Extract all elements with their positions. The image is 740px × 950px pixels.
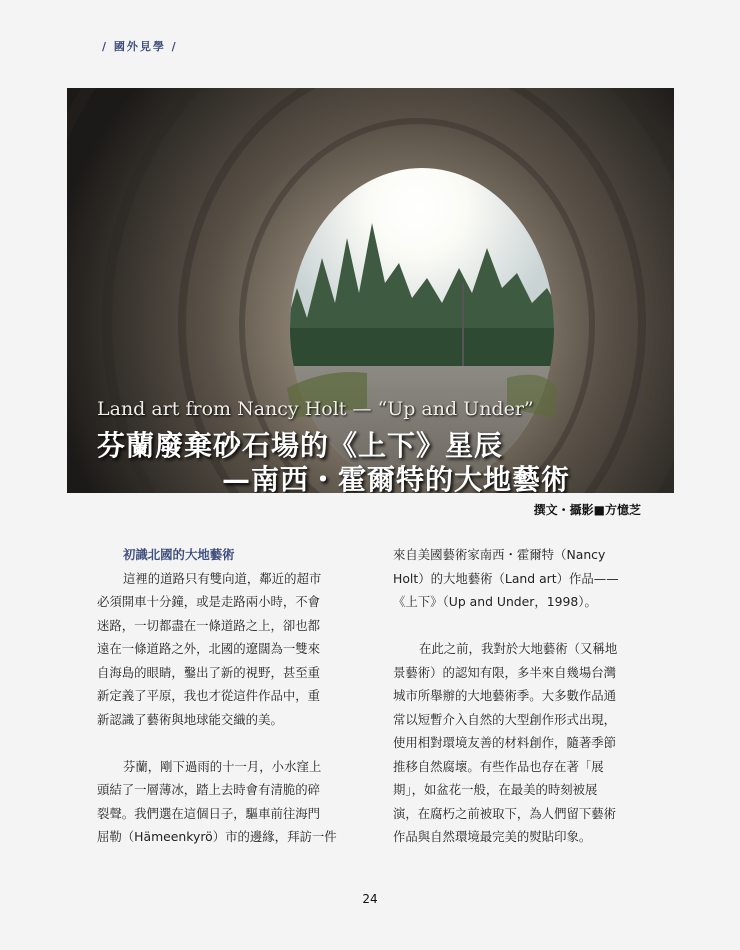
text-line: 城市所舉辦的大地藝術季。大多數作品通 bbox=[393, 688, 617, 703]
text-line: 新定義了平原，我也才從這件作品中，重 bbox=[97, 688, 321, 703]
page-number: 24 bbox=[362, 892, 378, 906]
text-line: 來自美國藝術家南西・霍爾特（Nancy bbox=[393, 547, 606, 562]
text-line: 裂聲。我們選在這個日子，驅車前往海門 bbox=[97, 805, 321, 821]
text-line: 新認識了藝術與地球能交織的美。 bbox=[97, 711, 283, 727]
text-line: 在此之前，我對於大地藝術（又稱地 bbox=[419, 641, 618, 656]
text-line: 迷路，一切都盡在一條道路之上，卻也都 bbox=[97, 617, 321, 633]
title-english: Land art from Nancy Holt — “Up and Under” bbox=[97, 398, 534, 420]
text-line: 推移自然腐壞。有些作品也存在著「展 bbox=[393, 758, 604, 774]
text-line: 《上下》（Up and Under，1998）。 bbox=[393, 594, 597, 609]
text-line: 演，在腐朽之前被取下，為人們留下藝術 bbox=[393, 805, 617, 821]
hero-photo bbox=[67, 88, 674, 493]
text-line: 遠在一條道路之外，北國的遼闊為一雙來 bbox=[97, 641, 321, 656]
section-heading: 初識北國的大地藝術 bbox=[123, 547, 235, 562]
title-chinese-line2: —南西・霍爾特的大地藝術 bbox=[222, 463, 571, 493]
byline: 撰文・攝影■方憶芝 bbox=[533, 503, 641, 517]
text-line: 作品與自然環境最完美的熨貼印象。 bbox=[393, 829, 592, 844]
left-column bbox=[97, 543, 357, 849]
text-line: 使用相對環境友善的材料創作，隨著季節 bbox=[393, 735, 617, 750]
title-chinese-line1: 芬蘭廢棄砂石場的《上下》星辰 bbox=[97, 429, 504, 462]
text-line: 這裡的道路只有雙向道，鄰近的超市 bbox=[123, 570, 322, 586]
text-line: 自海島的眼睛，鑿出了新的視野，甚至重 bbox=[97, 664, 321, 680]
text-line: 芬蘭，剛下過雨的十一月，小水窪上 bbox=[123, 758, 322, 774]
text-line: 常以短暫介入自然的大型創作形式出現， bbox=[393, 711, 617, 727]
text-line: 景藝術）的認知有限，多半來自幾場台灣 bbox=[393, 664, 617, 680]
right-column bbox=[393, 543, 653, 849]
section-tag: / 國外見學 / bbox=[102, 40, 178, 53]
text-line: 期」，如盆花一般，在最美的時刻被展 bbox=[393, 782, 598, 797]
text-line: 必須開車十分鐘，或是走路兩小時，不會 bbox=[97, 594, 321, 609]
text-line: Holt）的大地藝術（Land art）作品—— bbox=[393, 570, 619, 586]
text-line: 屈勒（Hämeenkyrö）市的邊緣，拜訪一件 bbox=[97, 829, 337, 844]
text-line: 頭結了一層薄冰，踏上去時會有清脆的碎 bbox=[97, 782, 321, 797]
